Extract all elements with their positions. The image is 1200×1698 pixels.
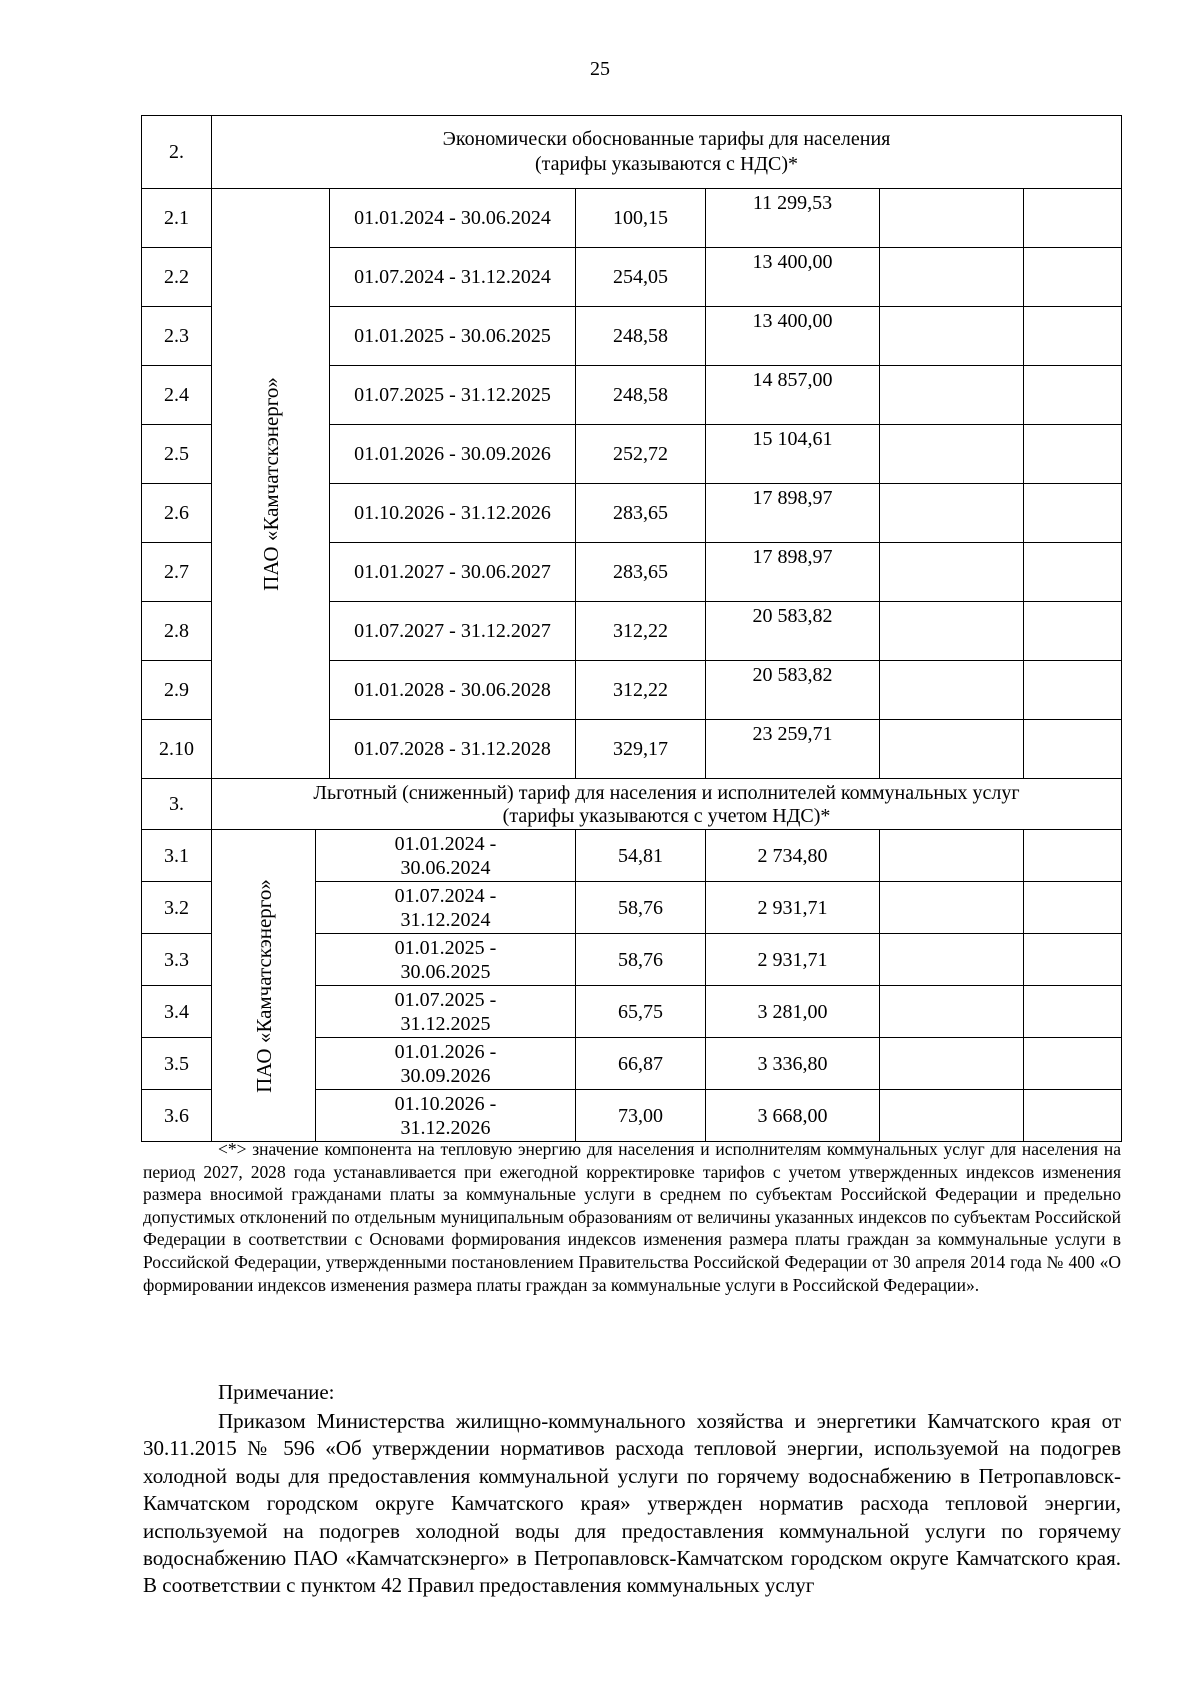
org-name: ПАО «Камчатскэнерго» <box>258 376 283 591</box>
row-number: 2.3 <box>142 307 212 366</box>
row-value-1: 283,65 <box>576 543 706 602</box>
row-value-1: 312,22 <box>576 661 706 720</box>
row-empty-cell <box>1024 602 1122 661</box>
row-number: 2.4 <box>142 366 212 425</box>
row-empty-cell <box>1024 248 1122 307</box>
row-period: 01.07.2028 - 31.12.2028 <box>330 720 576 779</box>
row-period <box>316 986 576 1038</box>
row-period: 01.01.2026 - 30.09.2026 <box>330 425 576 484</box>
row-empty-cell <box>1024 720 1122 779</box>
row-period-start: 01.01.2025 - <box>394 936 497 959</box>
row-number: 3.4 <box>142 986 212 1038</box>
row-empty-cell <box>880 661 1024 720</box>
row-empty-cell <box>880 830 1024 882</box>
row-period: 01.01.2027 - 30.06.2027 <box>330 543 576 602</box>
row-empty-cell <box>880 934 1024 986</box>
row-empty-cell <box>880 484 1024 543</box>
row-value-2: 2 734,80 <box>706 830 880 882</box>
row-empty-cell <box>880 307 1024 366</box>
row-period: 01.01.2028 - 30.06.2028 <box>330 661 576 720</box>
row-number: 3.5 <box>142 1038 212 1090</box>
row-period <box>316 934 576 986</box>
row-value-1: 248,58 <box>576 307 706 366</box>
row-value-2: 15 104,61 <box>706 425 880 484</box>
row-value-2: 3 668,00 <box>706 1090 880 1142</box>
row-period-end: 31.12.2026 <box>400 1116 491 1139</box>
row-empty-cell <box>880 602 1024 661</box>
row-period-end: 31.12.2025 <box>400 1012 491 1035</box>
row-value-1: 54,81 <box>576 830 706 882</box>
row-value-1: 252,72 <box>576 425 706 484</box>
row-number: 3.6 <box>142 1090 212 1142</box>
row-period: 01.07.2027 - 31.12.2027 <box>330 602 576 661</box>
row-value-1: 58,76 <box>576 934 706 986</box>
row-period: 01.07.2025 - 31.12.2025 <box>330 366 576 425</box>
row-period-end: 30.06.2024 <box>400 856 491 879</box>
row-period-start: 01.01.2024 - <box>394 832 497 855</box>
row-empty-cell <box>1024 425 1122 484</box>
row-empty-cell <box>1024 882 1122 934</box>
row-value-2: 17 898,97 <box>706 543 880 602</box>
row-empty-cell <box>880 720 1024 779</box>
row-value-2: 17 898,97 <box>706 484 880 543</box>
row-empty-cell <box>880 986 1024 1038</box>
row-value-2: 13 400,00 <box>706 307 880 366</box>
row-value-1: 58,76 <box>576 882 706 934</box>
row-value-1: 100,15 <box>576 189 706 248</box>
section-2-title <box>212 116 1122 189</box>
row-empty-cell <box>1024 986 1122 1038</box>
row-value-1: 66,87 <box>576 1038 706 1090</box>
footnote: <*> значение компонента на тепловую энергию для населения и исполнителям коммунальных услуг для населения на период 2027, 2028 года устанавливается при ежегодной корректировке тарифов с учетом утвержденных индексов изменения размера вносимой гражданами платы за коммунальные услуги в среднем по субъектам Российской Федерации и предельно допустимых отклонений по отдельным муниципальным образованиям от величины указанных индексов по субъектам Российской Федерации в соответствии с Основами формирования индексов изменения размера платы граждан за коммунальные услуги в Российской Федерации, утвержденными постановлением Правительства Российской Федерации от 30 апреля 2014 года № 400 «О формировании индексов изменения размера платы граждан за коммунальные услуги в Российской Федерации». <box>143 1139 1121 1295</box>
row-number: 3.2 <box>142 882 212 934</box>
row-value-1: 329,17 <box>576 720 706 779</box>
row-number: 2.10 <box>142 720 212 779</box>
row-period-end: 31.12.2024 <box>400 908 491 931</box>
row-period <box>316 830 576 882</box>
row-value-2: 2 931,71 <box>706 934 880 986</box>
row-empty-cell <box>880 425 1024 484</box>
row-period-start: 01.01.2026 - <box>394 1040 497 1063</box>
row-value-1: 65,75 <box>576 986 706 1038</box>
row-period: 01.07.2024 - 31.12.2024 <box>330 248 576 307</box>
page-number: 25 <box>590 58 610 80</box>
row-value-2: 3 336,80 <box>706 1038 880 1090</box>
row-empty-cell <box>880 1038 1024 1090</box>
section-3-title-line2: (тарифы указываются с учетом НДС)* <box>502 805 831 827</box>
row-period <box>316 1038 576 1090</box>
row-value-1: 283,65 <box>576 484 706 543</box>
section-2-title-line2: (тарифы указываются с НДС)* <box>535 153 799 175</box>
row-period: 01.01.2024 - 30.06.2024 <box>330 189 576 248</box>
row-value-2: 3 281,00 <box>706 986 880 1038</box>
row-number: 2.1 <box>142 189 212 248</box>
row-value-2: 11 299,53 <box>706 189 880 248</box>
row-value-2: 13 400,00 <box>706 248 880 307</box>
row-period <box>316 1090 576 1142</box>
table-row <box>142 830 1122 882</box>
row-number: 2.2 <box>142 248 212 307</box>
row-number: 2.5 <box>142 425 212 484</box>
row-empty-cell <box>1024 830 1122 882</box>
row-period-end: 30.09.2026 <box>400 1064 491 1087</box>
row-value-2: 23 259,71 <box>706 720 880 779</box>
row-number: 2.7 <box>142 543 212 602</box>
org-name-cell <box>212 830 316 1142</box>
row-value-2: 20 583,82 <box>706 661 880 720</box>
row-empty-cell <box>1024 366 1122 425</box>
row-value-1: 248,58 <box>576 366 706 425</box>
row-empty-cell <box>1024 661 1122 720</box>
row-empty-cell <box>1024 543 1122 602</box>
row-value-1: 73,00 <box>576 1090 706 1142</box>
row-value-2: 14 857,00 <box>706 366 880 425</box>
section-2-number: 2. <box>142 116 212 189</box>
section-3-number: 3. <box>142 779 212 830</box>
row-period: 01.10.2026 - 31.12.2026 <box>330 484 576 543</box>
row-empty-cell <box>880 543 1024 602</box>
row-period-start: 01.07.2025 - <box>394 988 497 1011</box>
row-number: 3.1 <box>142 830 212 882</box>
row-empty-cell <box>1024 1038 1122 1090</box>
row-number: 2.9 <box>142 661 212 720</box>
row-value-2: 20 583,82 <box>706 602 880 661</box>
row-empty-cell <box>880 366 1024 425</box>
row-value-1: 254,05 <box>576 248 706 307</box>
section-3-title <box>212 779 1122 830</box>
row-number: 2.8 <box>142 602 212 661</box>
note-body: Приказом Министерства жилищно-коммунального хозяйства и энергетики Камчатского края от 30.11.2015 № 596 «Об утверждении нормативов расхода тепловой энергии, используемой на подогрев холодной воды для предоставления коммунальной услуги по горячему водоснабжению в Петропавловск-Камчатском городском округе Камчатского края» утвержден норматив расхода тепловой энергии, используемой на подогрев холодной воды для предоставления коммунальной услуги по горячему водоснабжению ПАО «Камчатскэнерго» в Петропавловск-Камчатском городском округе Камчатского края. В соответствии с пунктом 42 Правил предоставления коммунальных услуг <box>143 1409 1121 1598</box>
row-value-2: 2 931,71 <box>706 882 880 934</box>
section-2-title-line1: Экономически обоснованные тарифы для населения <box>442 128 891 150</box>
row-empty-cell <box>1024 484 1122 543</box>
org-name-cell <box>212 189 330 779</box>
row-period: 01.01.2025 - 30.06.2025 <box>330 307 576 366</box>
section-3-header-row <box>142 779 1122 830</box>
row-period <box>316 882 576 934</box>
row-value-1: 312,22 <box>576 602 706 661</box>
section-3-title-line1: Льготный (сниженный) тариф для населения и исполнителей коммунальных услуг <box>313 782 1020 804</box>
note-heading: Примечание: <box>218 1380 335 1404</box>
row-number: 3.3 <box>142 934 212 986</box>
row-period-end: 30.06.2025 <box>400 960 491 983</box>
row-empty-cell <box>1024 1090 1122 1142</box>
table-row <box>142 189 1122 248</box>
tariff-table <box>141 115 1122 1142</box>
row-period-start: 01.07.2024 - <box>394 884 497 907</box>
row-period-start: 01.10.2026 - <box>394 1092 497 1115</box>
row-empty-cell <box>880 882 1024 934</box>
section-2-header-row <box>142 116 1122 189</box>
row-number: 2.6 <box>142 484 212 543</box>
row-empty-cell <box>880 1090 1024 1142</box>
row-empty-cell <box>1024 189 1122 248</box>
org-name: ПАО «Камчатскэнерго» <box>251 878 276 1093</box>
row-empty-cell <box>880 189 1024 248</box>
row-empty-cell <box>1024 307 1122 366</box>
row-empty-cell <box>880 248 1024 307</box>
row-empty-cell <box>1024 934 1122 986</box>
